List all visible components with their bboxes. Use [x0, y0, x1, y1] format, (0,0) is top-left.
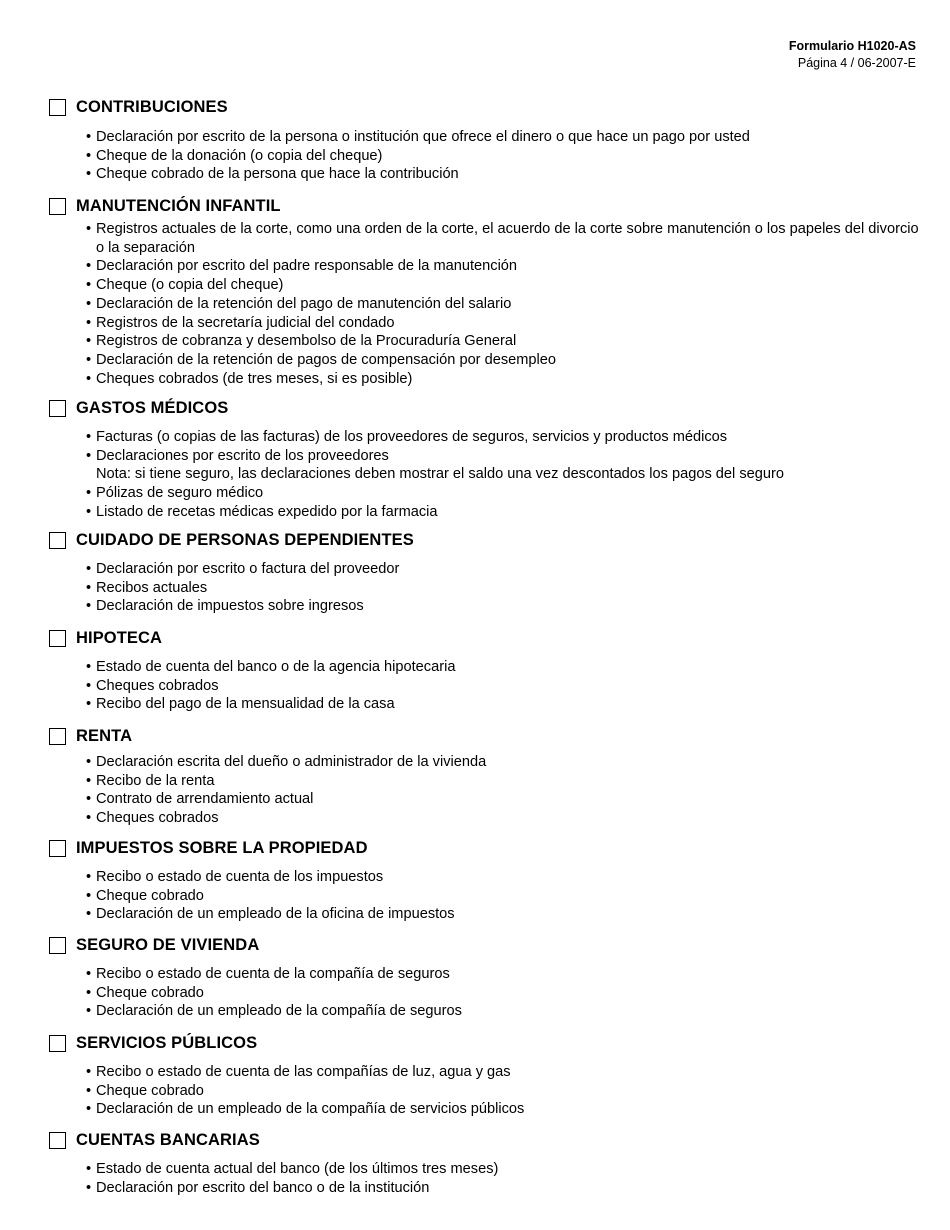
list-item: • Declaraciones por escrito de los proveedores [86, 447, 929, 466]
servicios-publicos-checkbox[interactable] [49, 1035, 66, 1052]
list-item: • Cheque (o copia del cheque) [86, 276, 929, 295]
list-item: • Listado de recetas médicas expedido por la farmacia [86, 503, 929, 522]
section-cuentas-bancarias [49, 1129, 929, 1197]
list-item: • Declaración de la retención de pagos de compensación por desempleo [86, 351, 929, 370]
list-item: • Registros de cobranza y desembolso de la Procuraduría General [86, 332, 929, 351]
section-seguro-vivienda [49, 934, 929, 1021]
renta-checkbox[interactable] [49, 728, 66, 745]
section-title: SERVICIOS PÚBLICOS [76, 1033, 258, 1052]
contribuciones-checkbox[interactable] [49, 99, 66, 116]
manutencion-infantil-checkbox[interactable] [49, 198, 66, 215]
form-id: Formulario H1020-AS [788, 39, 916, 53]
cuidado-dependientes-checkbox[interactable] [49, 532, 66, 549]
section-title: IMPUESTOS SOBRE LA PROPIEDAD [76, 838, 368, 857]
section-renta [49, 725, 929, 828]
hipoteca-checkbox[interactable] [49, 630, 66, 647]
list-item: • Declaración por escrito del padre responsable de la manutención [86, 257, 929, 276]
list-item: • Cheque cobrado de la persona que hace la contribución [86, 165, 929, 184]
list-item: • Recibo o estado de cuenta de la compañía de seguros [86, 965, 929, 984]
section-title: RENTA [76, 726, 133, 745]
section-title: CONTRIBUCIONES [76, 97, 228, 116]
section-title: HIPOTECA [76, 628, 163, 647]
section-contribuciones [49, 96, 929, 184]
list-item: • Cheque de la donación (o copia del cheque) [86, 147, 929, 166]
list-item: • Cheque cobrado [86, 887, 929, 906]
list-item: • Pólizas de seguro médico [86, 484, 929, 503]
page-info: Página 4 / 06-2007-E [797, 56, 916, 70]
list-item: • Recibo de la renta [86, 772, 929, 791]
section-hipoteca [49, 627, 929, 714]
list-item: • Declaración de la retención del pago de manutención del salario [86, 295, 929, 314]
seguro-vivienda-checkbox[interactable] [49, 937, 66, 954]
list-item: • Cheque cobrado [86, 1082, 929, 1101]
list-item: • Cheques cobrados (de tres meses, si es posible) [86, 370, 929, 389]
impuestos-propiedad-checkbox[interactable] [49, 840, 66, 857]
section-impuestos-propiedad [49, 837, 929, 924]
list-item: • Cheque cobrado [86, 984, 929, 1003]
list-item: • Cheques cobrados [86, 809, 929, 828]
section-title: CUIDADO DE PERSONAS DEPENDIENTES [76, 530, 414, 549]
section-cuidado-dependientes [49, 529, 929, 616]
section-manutencion-infantil [49, 195, 929, 388]
list-item: • Recibo o estado de cuenta de las compañías de luz, agua y gas [86, 1063, 929, 1082]
list-item: • Estado de cuenta actual del banco (de los últimos tres meses) [86, 1160, 929, 1179]
cuentas-bancarias-checkbox[interactable] [49, 1132, 66, 1149]
list-item: • Recibo del pago de la mensualidad de la casa [86, 695, 929, 714]
list-item: • Estado de cuenta del banco o de la agencia hipotecaria [86, 658, 929, 677]
list-item: • Declaración escrita del dueño o administrador de la vivienda [86, 753, 929, 772]
section-title: SEGURO DE VIVIENDA [76, 935, 260, 954]
form-header [789, 38, 916, 72]
list-item: • Recibos actuales [86, 579, 929, 598]
section-title: MANUTENCIÓN INFANTIL [76, 196, 281, 215]
section-gastos-medicos [49, 397, 929, 522]
list-item: • Recibo o estado de cuenta de los impuestos [86, 868, 929, 887]
list-item: • Declaración por escrito o factura del proveedor [86, 560, 929, 579]
gastos-medicos-checkbox[interactable] [49, 400, 66, 417]
note-text: Nota: si tiene seguro, las declaraciones deben mostrar el saldo una vez descontados los pagos del seguro [96, 466, 784, 483]
list-item: • Declaración de un empleado de la compañía de servicios públicos [86, 1100, 929, 1119]
list-item: • Declaración por escrito del banco o de la institución [86, 1179, 929, 1198]
list-item: • Contrato de arrendamiento actual [86, 790, 929, 809]
list-item: • Declaración de un empleado de la oficina de impuestos [86, 905, 929, 924]
section-servicios-publicos [49, 1032, 929, 1119]
section-title: GASTOS MÉDICOS [76, 398, 229, 417]
list-item: • Registros de la secretaría judicial del condado [86, 314, 929, 333]
list-item: • Registros actuales de la corte, como una orden de la corte, el acuerdo de la corte sobre manutención o los papeles del divorcio o la separación [86, 220, 929, 257]
list-item: • Facturas (o copias de las facturas) de los proveedores de seguros, servicios y productos médicos [86, 428, 929, 447]
list-item: • Declaración por escrito de la persona o institución que ofrece el dinero o que hace un pago por usted [86, 128, 929, 147]
list-item: • Cheques cobrados [86, 677, 929, 696]
list-item: • Declaración de impuestos sobre ingresos [86, 597, 929, 616]
section-title: CUENTAS BANCARIAS [76, 1130, 260, 1149]
list-item: • Declaración de un empleado de la compañía de seguros [86, 1002, 929, 1021]
